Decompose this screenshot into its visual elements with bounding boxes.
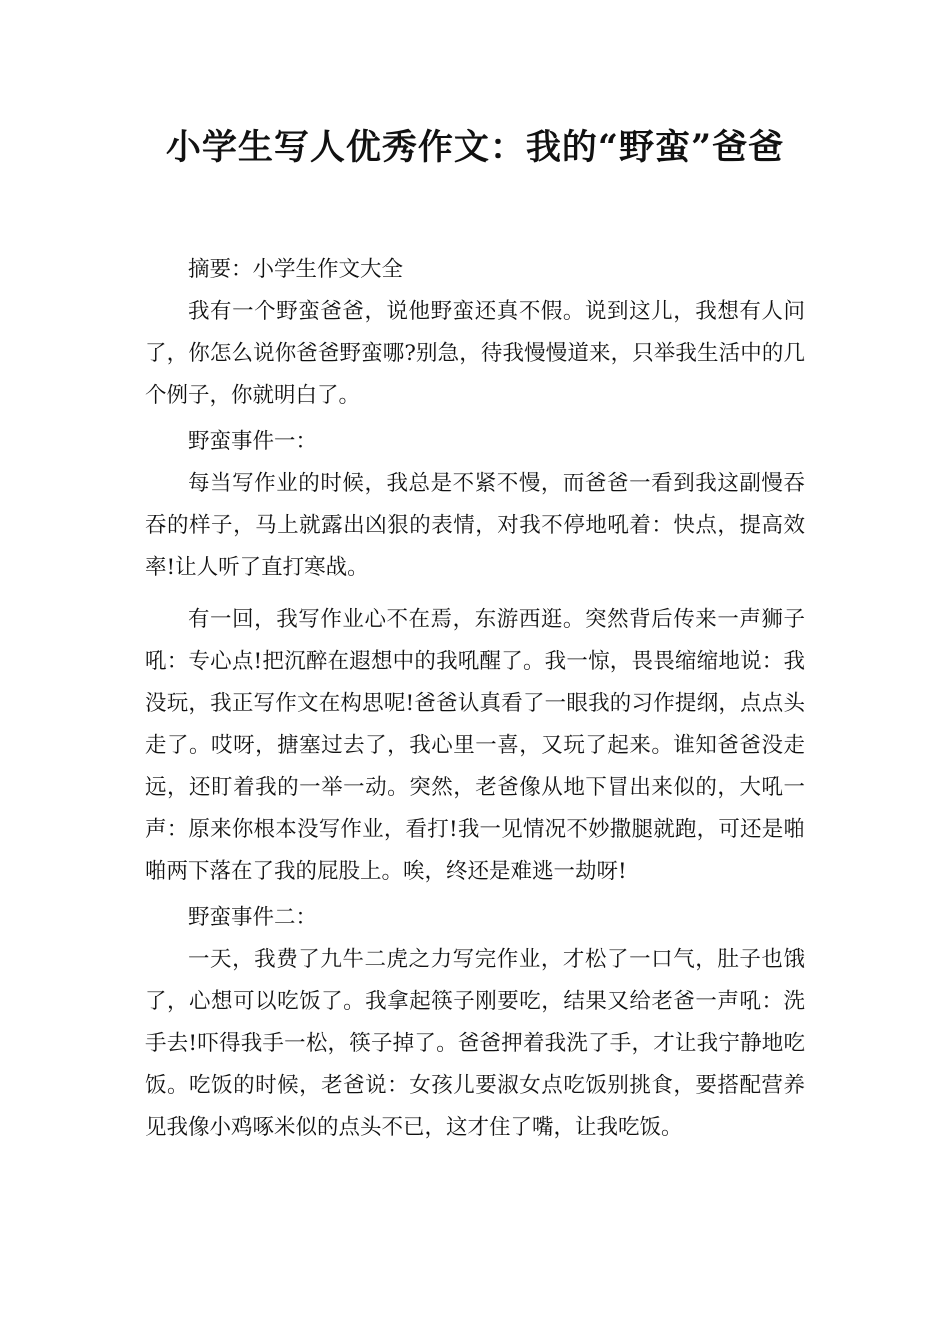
section-heading: 野蛮事件二：: [188, 905, 318, 930]
document-title: 小学生写人优秀作文：我的“野蛮”爸爸: [165, 127, 785, 168]
document-body: [145, 249, 805, 1153]
body-paragraph: 一天，我费了九牛二虎之力写完作业，才松了一口气，肚子也饿了，心想可以吃饭了。我拿起筷子刚要吃，结果又给老爸一声吼：洗手去!吓得我手一松，筷子掉了。爸爸押着我洗了手，才让我宁静地吃饭。吃饭的时候，老爸说：女孩儿要淑女点吃饭别挑食，要搭配营养见我像小鸡啄米似的点头不已，这才住了嘴，让我吃饭。: [145, 947, 805, 1140]
body-paragraph: 有一回，我写作业心不在焉，东游西逛。突然背后传来一声狮子吼：专心点!把沉醉在遐想中的我吼醒了。我一惊，畏畏缩缩地说：我没玩，我正写作文在构思呢!爸爸认真看了一眼我的习作提纲，点点头走了。哎呀，搪塞过去了，我心里一喜，又玩了起来。谁知爸爸没走远，还盯着我的一举一动。突然，老爸像从地下冒出来似的，大吼一声：原来你根本没写作业，看打!我一见情况不妙撒腿就跑，可还是啪啪两下落在了我的屁股上。唉，终还是难逃一劫呀!: [145, 607, 805, 884]
section-heading: 野蛮事件一：: [188, 429, 318, 454]
abstract-paragraph: 摘要：小学生作文大全: [188, 257, 404, 282]
body-paragraph: 每当写作业的时候，我总是不紧不慢，而爸爸一看到我这副慢吞吞的样子，马上就露出凶狠的表情，对我不停地吼着：快点，提高效率!让人听了直打寒战。: [145, 471, 805, 580]
body-paragraph: 我有一个野蛮爸爸，说他野蛮还真不假。说到这儿，我想有人问了，你怎么说你爸爸野蛮哪?别急，待我慢慢道来，只举我生活中的几个例子，你就明白了。: [145, 299, 805, 408]
